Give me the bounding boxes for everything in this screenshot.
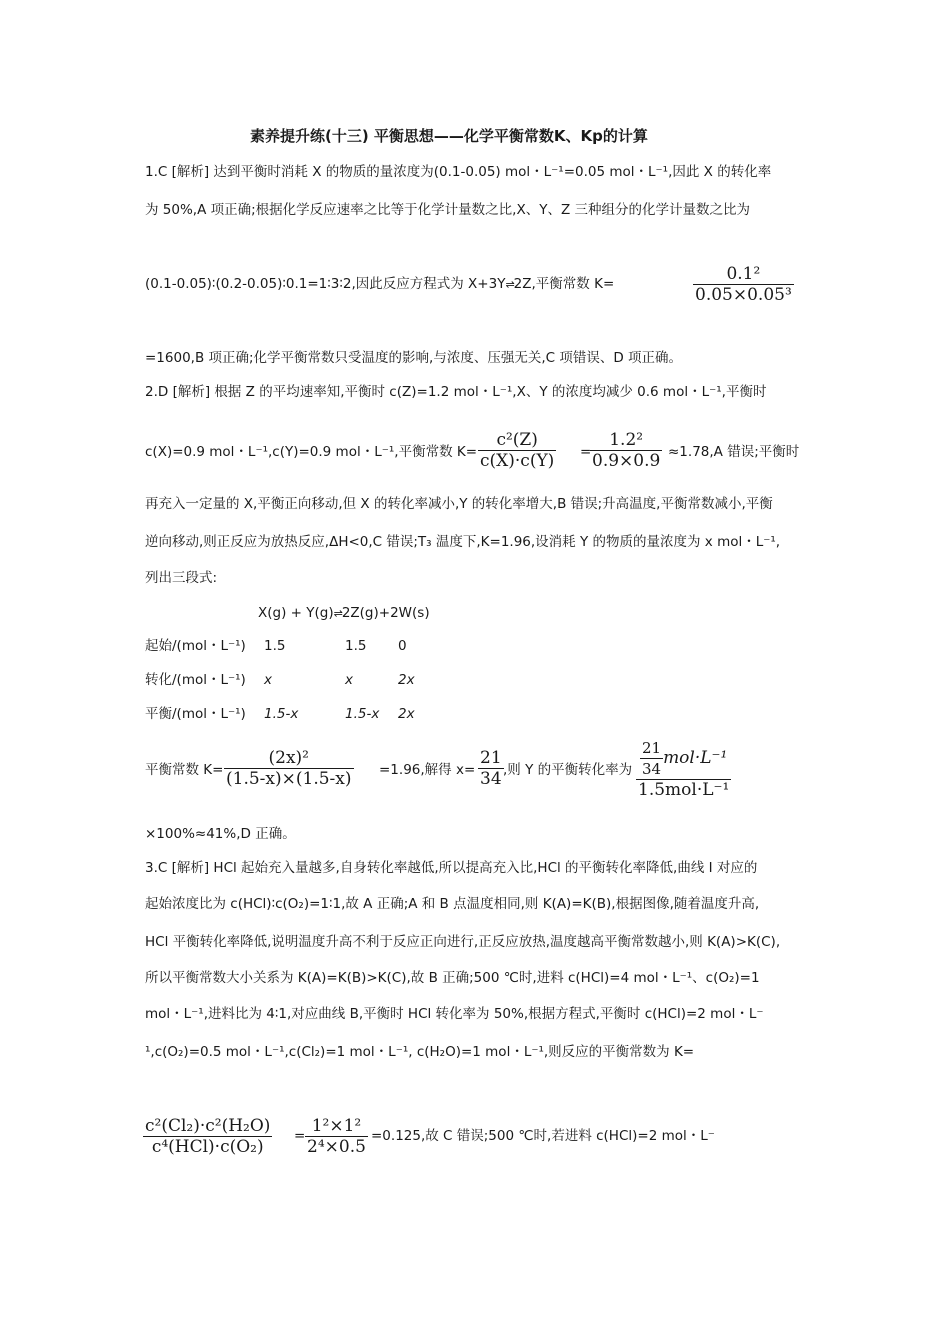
q2-line-6-c: ,则 Y 的平衡转化率为 (503, 762, 633, 778)
q2-fraction-x (478, 748, 504, 789)
ice-cell: 1.5 (264, 638, 286, 654)
q2-fraction-k-x (224, 748, 354, 789)
equilibrium-arrow-icon: ⇌ (333, 607, 342, 620)
ice-cell: 1.5-x (264, 706, 299, 722)
ice-cell: 2x (398, 706, 415, 722)
q2-frac2-num: 1.2² (590, 430, 662, 451)
q1-line-3-a: (0.1-0.05)∶(0.2-0.05)∶0.1=1∶3∶2,因此反应方程式为 X+3Y (145, 276, 506, 292)
q2-fraction-conversion (636, 738, 731, 800)
q2-frac5-inner-den: 34 (641, 760, 662, 778)
ice-cell: 1.5 (345, 638, 367, 654)
q2-line-4: 逆向移动,则正反应为放热反应,ΔH<0,C 错误;T₃ 温度下,K=1.96,设消耗 Y 的物质的量浓度为 x mol・L⁻¹, (145, 534, 781, 550)
q3-equals: = (294, 1128, 306, 1144)
ice-row-label: 起始/(mol・L⁻¹) (145, 638, 246, 654)
q2-frac-num: c²(Z) (478, 430, 556, 451)
q2-line-5: 列出三段式: (145, 570, 218, 586)
q3-line-3: HCl 平衡转化率降低,说明温度升高不利于反应正向进行,正反应放热,温度越高平衡常数越小,则 K(A)>K(C), (145, 934, 781, 950)
ice-cell: x (345, 672, 353, 688)
ice-cell: x (264, 672, 272, 688)
ice-cell: 1.5-x (345, 706, 380, 722)
q2-line-6-a: 平衡常数 K= (145, 762, 224, 778)
q1-fraction-k (693, 264, 794, 305)
q1-line-4: =1600,B 项正确;化学平衡常数只受温度的影响,与浓度、压强无关,C 项错误、D 项正确。 (145, 350, 683, 366)
q2-frac2-den: 0.9×0.9 (592, 451, 661, 471)
q2-frac-den: c(X)·c(Y) (480, 451, 555, 471)
q3-frac-den: c⁴(HCl)·c(O₂) (151, 1137, 264, 1157)
q3-frac2-num: 1²×1² (305, 1116, 368, 1137)
q1-frac-num: 0.1² (693, 264, 794, 285)
q2-line-2-b: ≈1.78,A 错误;平衡时 (668, 444, 800, 460)
q2-frac5-inner-num: 21 (641, 739, 662, 757)
q3-frac2-den: 2⁴×0.5 (307, 1137, 366, 1157)
q2-frac4-num: 21 (480, 748, 502, 768)
q2-frac4-den: 34 (480, 769, 502, 789)
q2-frac3-num: (2x)² (224, 748, 354, 769)
q2-frac5-den: 1.5mol·L⁻¹ (638, 780, 730, 800)
q2-line-1: 2.D [解析] 根据 Z 的平均速率知,平衡时 c(Z)=1.2 mol・L⁻¹,X、Y 的浓度均减少 0.6 mol・L⁻¹,平衡时 (145, 384, 767, 400)
ice-cell: 2x (398, 672, 415, 688)
q3-fraction-k (143, 1116, 272, 1157)
q1-line-1: 1.C [解析] 达到平衡时消耗 X 的物质的量浓度为(0.1-0.05) mol・L⁻¹=0.05 mol・L⁻¹,因此 X 的转化率 (145, 164, 772, 180)
reaction-right: 2Z(g)+2W(s) (341, 605, 430, 621)
q3-frac-num: c²(Cl₂)·c²(H₂O) (145, 1116, 271, 1136)
q2-frac5-unit: mol·L⁻¹ (663, 748, 728, 768)
q2-line-2 (145, 442, 477, 462)
q3-fraction-value (305, 1116, 368, 1157)
ice-row-label: 转化/(mol・L⁻¹) (145, 672, 246, 688)
q2-line-7: ×100%≈41%,D 正确。 (145, 826, 296, 842)
page-title: 素养提升练(十三) 平衡思想——化学平衡常数K、Kp的计算 (250, 127, 648, 145)
q1-frac-den: 0.05×0.05³ (695, 285, 792, 305)
q3-line-6: ¹,c(O₂)=0.5 mol・L⁻¹,c(Cl₂)=1 mol・L⁻¹, c(H₂O)=1 mol・L⁻¹,则反应的平衡常数为 K= (145, 1044, 695, 1060)
q2-frac5-num (636, 738, 731, 780)
equilibrium-arrow-icon: ⇌ (505, 278, 514, 291)
q1-line-3-b: 2Z,平衡常数 K= (513, 276, 615, 292)
q2-line-6-b: =1.96,解得 x= (379, 762, 476, 778)
q3-line-5: mol・L⁻¹,进料比为 4∶1,对应曲线 B,平衡时 HCl 转化率为 50%,根据方程式,平衡时 c(HCl)=2 mol・L⁻ (145, 1006, 764, 1022)
q2-line-3: 再充入一定量的 X,平衡正向移动,但 X 的转化率减小,Y 的转化率增大,B 错误;升高温度,平衡常数减小,平衡 (145, 496, 773, 512)
reaction-equation (258, 603, 430, 624)
q3-line-2: 起始浓度比为 c(HCl)∶c(O₂)=1∶1,故 A 正确;A 和 B 点温度相同,则 K(A)=K(B),根据图像,随着温度升高, (145, 896, 760, 912)
q3-line-7: =0.125,故 C 错误;500 ℃时,若进料 c(HCl)=2 mol・L⁻ (371, 1128, 715, 1144)
q3-line-4: 所以平衡常数大小关系为 K(A)=K(B)>K(C),故 B 正确;500 ℃时,进料 c(HCl)=4 mol・L⁻¹、c(O₂)=1 (145, 970, 760, 986)
q1-line-2: 为 50%,A 项正确;根据化学反应速率之比等于化学计量数之比,X、Y、Z 三种组分的化学计量数之比为 (145, 202, 750, 218)
q2-equals: = (580, 444, 592, 460)
q2-frac3-den: (1.5-x)×(1.5-x) (226, 769, 352, 789)
q1-line-3 (145, 274, 614, 295)
q3-line-1: 3.C [解析] HCl 起始充入量越多,自身转化率越低,所以提高充入比,HCl 的平衡转化率降低,曲线 Ⅰ 对应的 (145, 860, 758, 876)
ice-row-label: 平衡/(mol・L⁻¹) (145, 706, 246, 722)
reaction-left: X(g) + Y(g) (258, 605, 334, 621)
q2-fraction-value (590, 430, 662, 471)
q2-fraction-k (478, 430, 556, 471)
ice-cell: 0 (398, 638, 407, 654)
q2-line-2-a: c(X)=0.9 mol・L⁻¹,c(Y)=0.9 mol・L⁻¹,平衡常数 K= (145, 444, 478, 460)
